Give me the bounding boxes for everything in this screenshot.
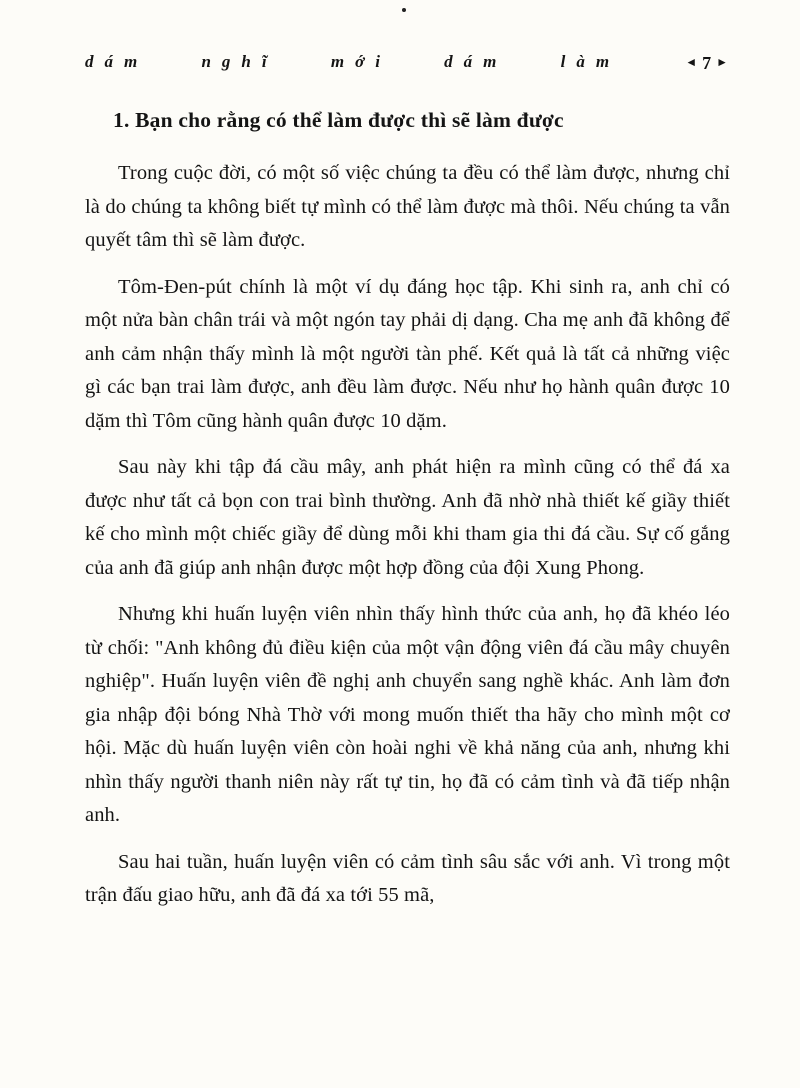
paragraph-5: Sau hai tuần, huấn luyện viên có cảm tình sâu sắc với anh. Vì trong một trận đấu giao hữu, anh đã đá xa tới 55 mã,	[85, 850, 730, 906]
right-triangle-icon: ►	[716, 55, 730, 69]
paragraph-1: Trong cuộc đời, có một số việc chúng ta đều có thể làm được, nhưng chỉ là do chúng ta không biết tự mình có thể làm được mà thôi. Nếu chúng ta vẫn quyết tâm thì sẽ làm được.	[85, 162, 730, 251]
scan-artifact-dot	[402, 8, 406, 12]
page-number	[685, 53, 730, 74]
section-title: 1. Bạn cho rằng có thể làm được thì sẽ làm được	[113, 108, 564, 132]
paragraph-3: Sau này khi tập đá cầu mây, anh phát hiện ra mình cũng có thể đá xa được như tất cả bọn con trai bình thường. Anh đã nhờ nhà thiết kế giầy thiết kế cho mình một chiếc giầy để dùng mỗi khi tham gia thi đá cầu. Sự cố gắng của anh đã giúp anh nhận được một hợp đồng của đội Xung Phong.	[85, 456, 730, 579]
page-number-value: 7	[702, 53, 714, 73]
running-title: dám nghĩ mới dám làm	[85, 52, 621, 71]
paragraph-2: Tôm-Đen-pút chính là một ví dụ đáng học tập. Khi sinh ra, anh chỉ có một nửa bàn chân trái và một ngón tay phải dị dạng. Cha mẹ anh đã không để anh cảm nhận thấy mình là một người tàn phế. Kết quả là tất cả những việc gì các bạn trai làm được, anh đều làm được. Nếu như họ hành quân được 10 dặm thì Tôm cũng hành quân được 10 dặm.	[85, 275, 730, 432]
body-text	[85, 157, 730, 913]
page-header	[85, 52, 730, 74]
paragraph-4: Nhưng khi huấn luyện viên nhìn thấy hình thức của anh, họ đã khéo léo từ chối: "Anh không đủ điều kiện của một vận động viên đá cầu mây chuyên nghiệp". Huấn luyện viên đề nghị anh chuyển sang nghề khác. Anh làm đơn gia nhập đội bóng Nhà Thờ với mong muốn thiết tha hãy cho mình một cơ hội. Mặc dù huấn luyện viên còn hoài nghi về khả năng của anh, nhưng khi nhìn thấy người thanh niên này rất tự tin, họ đã có cảm tình và đã tiếp nhận anh.	[85, 603, 730, 826]
left-triangle-icon: ◄	[685, 55, 700, 69]
